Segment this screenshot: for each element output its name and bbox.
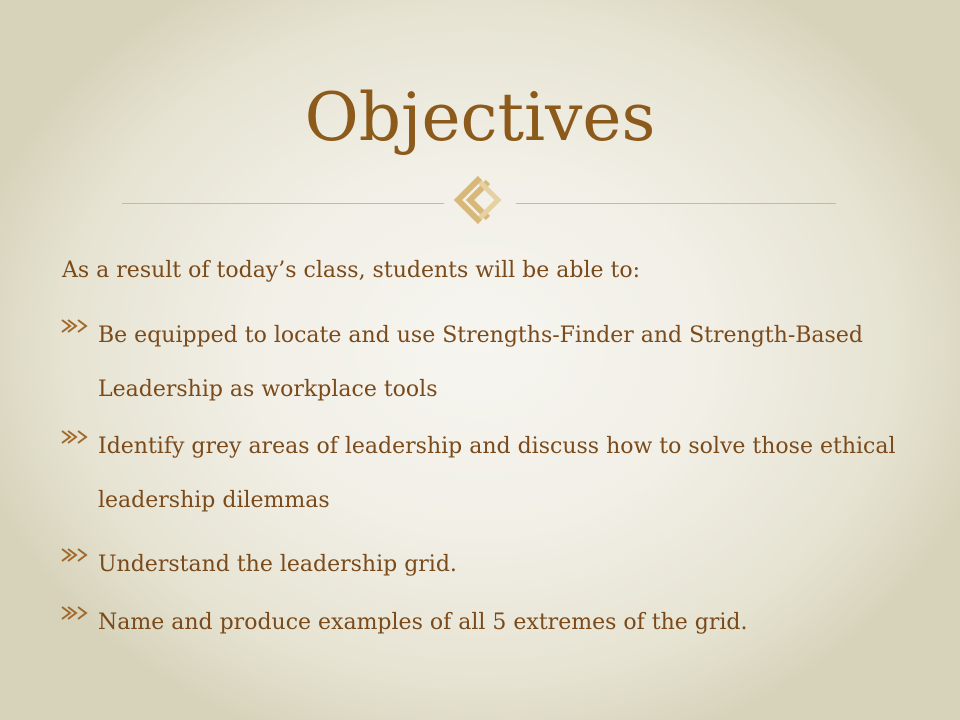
double-chevron-bullet-icon (58, 428, 94, 446)
intro-text: As a result of today’s class, students will be able to: (62, 258, 641, 283)
divider-line-right (516, 203, 836, 204)
bullet-text: Be equipped to locate and use Strengths-Finder and Strength-Based Leadership as workplace tools (98, 323, 863, 402)
divider-line-left (122, 203, 444, 204)
double-chevron-bullet-icon (58, 604, 94, 622)
double-chevron-bullet-icon (58, 317, 94, 335)
double-chevron-bullet-icon (58, 546, 94, 564)
double-diamond-icon (446, 172, 514, 228)
bullet-text: Understand the leadership grid. (98, 552, 457, 577)
bullet-text: Name and produce examples of all 5 extremes of the grid. (98, 610, 748, 635)
slide-title: Objectives (304, 79, 656, 156)
bullet-text: Identify grey areas of leadership and discuss how to solve those ethical leadership dilemmas (98, 434, 896, 513)
